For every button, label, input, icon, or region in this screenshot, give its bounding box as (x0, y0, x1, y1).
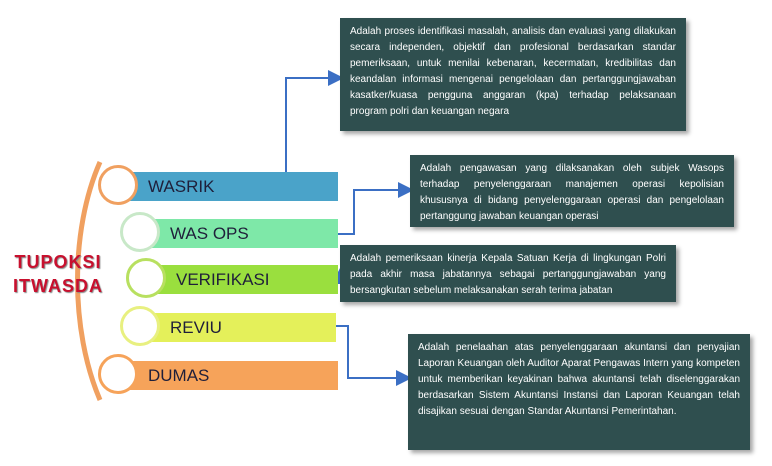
item-wasops: WAS OPS (130, 219, 338, 248)
item-wasrik: WASRIK (108, 172, 338, 201)
desc-wasrik: Adalah proses identifikasi masalah, analisis dan evaluasi yang dilakukan secara independen, objektif dan profesional berdasarkan standar pemeriksaan, untuk menilai kebenaran, kecermatan, kredibilitas dan keandalan informasi mengenai pengelolaan dan pertanggungjawaban kasatker/kuasa pengguna anggaran (kpa) terhadap pelaksanaan program polri dan keuangan negara (340, 18, 686, 131)
item-dumas-circle (98, 354, 138, 394)
title-line-1: TUPOKSI (14, 252, 102, 272)
desc-reviu: Adalah penelaahan atas penyelenggaraan akuntansi dan penyajian Laporan Keuangan oleh Auditor Aparat Pengawas Intern yang kompeten untuk memberikan keyakinan bahwa akuntansi telah diselenggarakan berdasarkan Sistem Akuntansi Instansi dan Laporan Keuangan telah disajikan sesuai dengan Standar Akuntansi Pemerintahan. (408, 334, 750, 450)
desc-wasops: Adalah pengawasan yang dilaksanakan oleh subjek Wasops terhadap penyelenggaraan manajemen operasi kepolisian khususnya di bidang penyelenggaraan operasi dan pengelolaan pertanggung jawaban keuangan operasi (410, 155, 734, 227)
desc-verifikasi: Adalah pemeriksaan kinerja Kepala Satuan Kerja di lingkungan Polri pada akhir masa jabatannya sebagai pertanggungjawaban yang bersangkutan sebelum melaksanakan serah terima jabatan (340, 245, 676, 302)
item-verifikasi: VERIFIKASI (136, 265, 338, 294)
title-line-2: ITWASDA (13, 276, 103, 296)
item-verifikasi-circle (126, 258, 166, 298)
diagram-title (8, 250, 108, 298)
item-dumas: DUMAS (108, 361, 338, 390)
arrow-wasrik (286, 78, 340, 172)
item-wasrik-circle (98, 165, 138, 205)
item-wasops-circle (120, 212, 160, 252)
item-reviu-circle (120, 306, 160, 346)
item-reviu: REVIU (130, 313, 336, 342)
